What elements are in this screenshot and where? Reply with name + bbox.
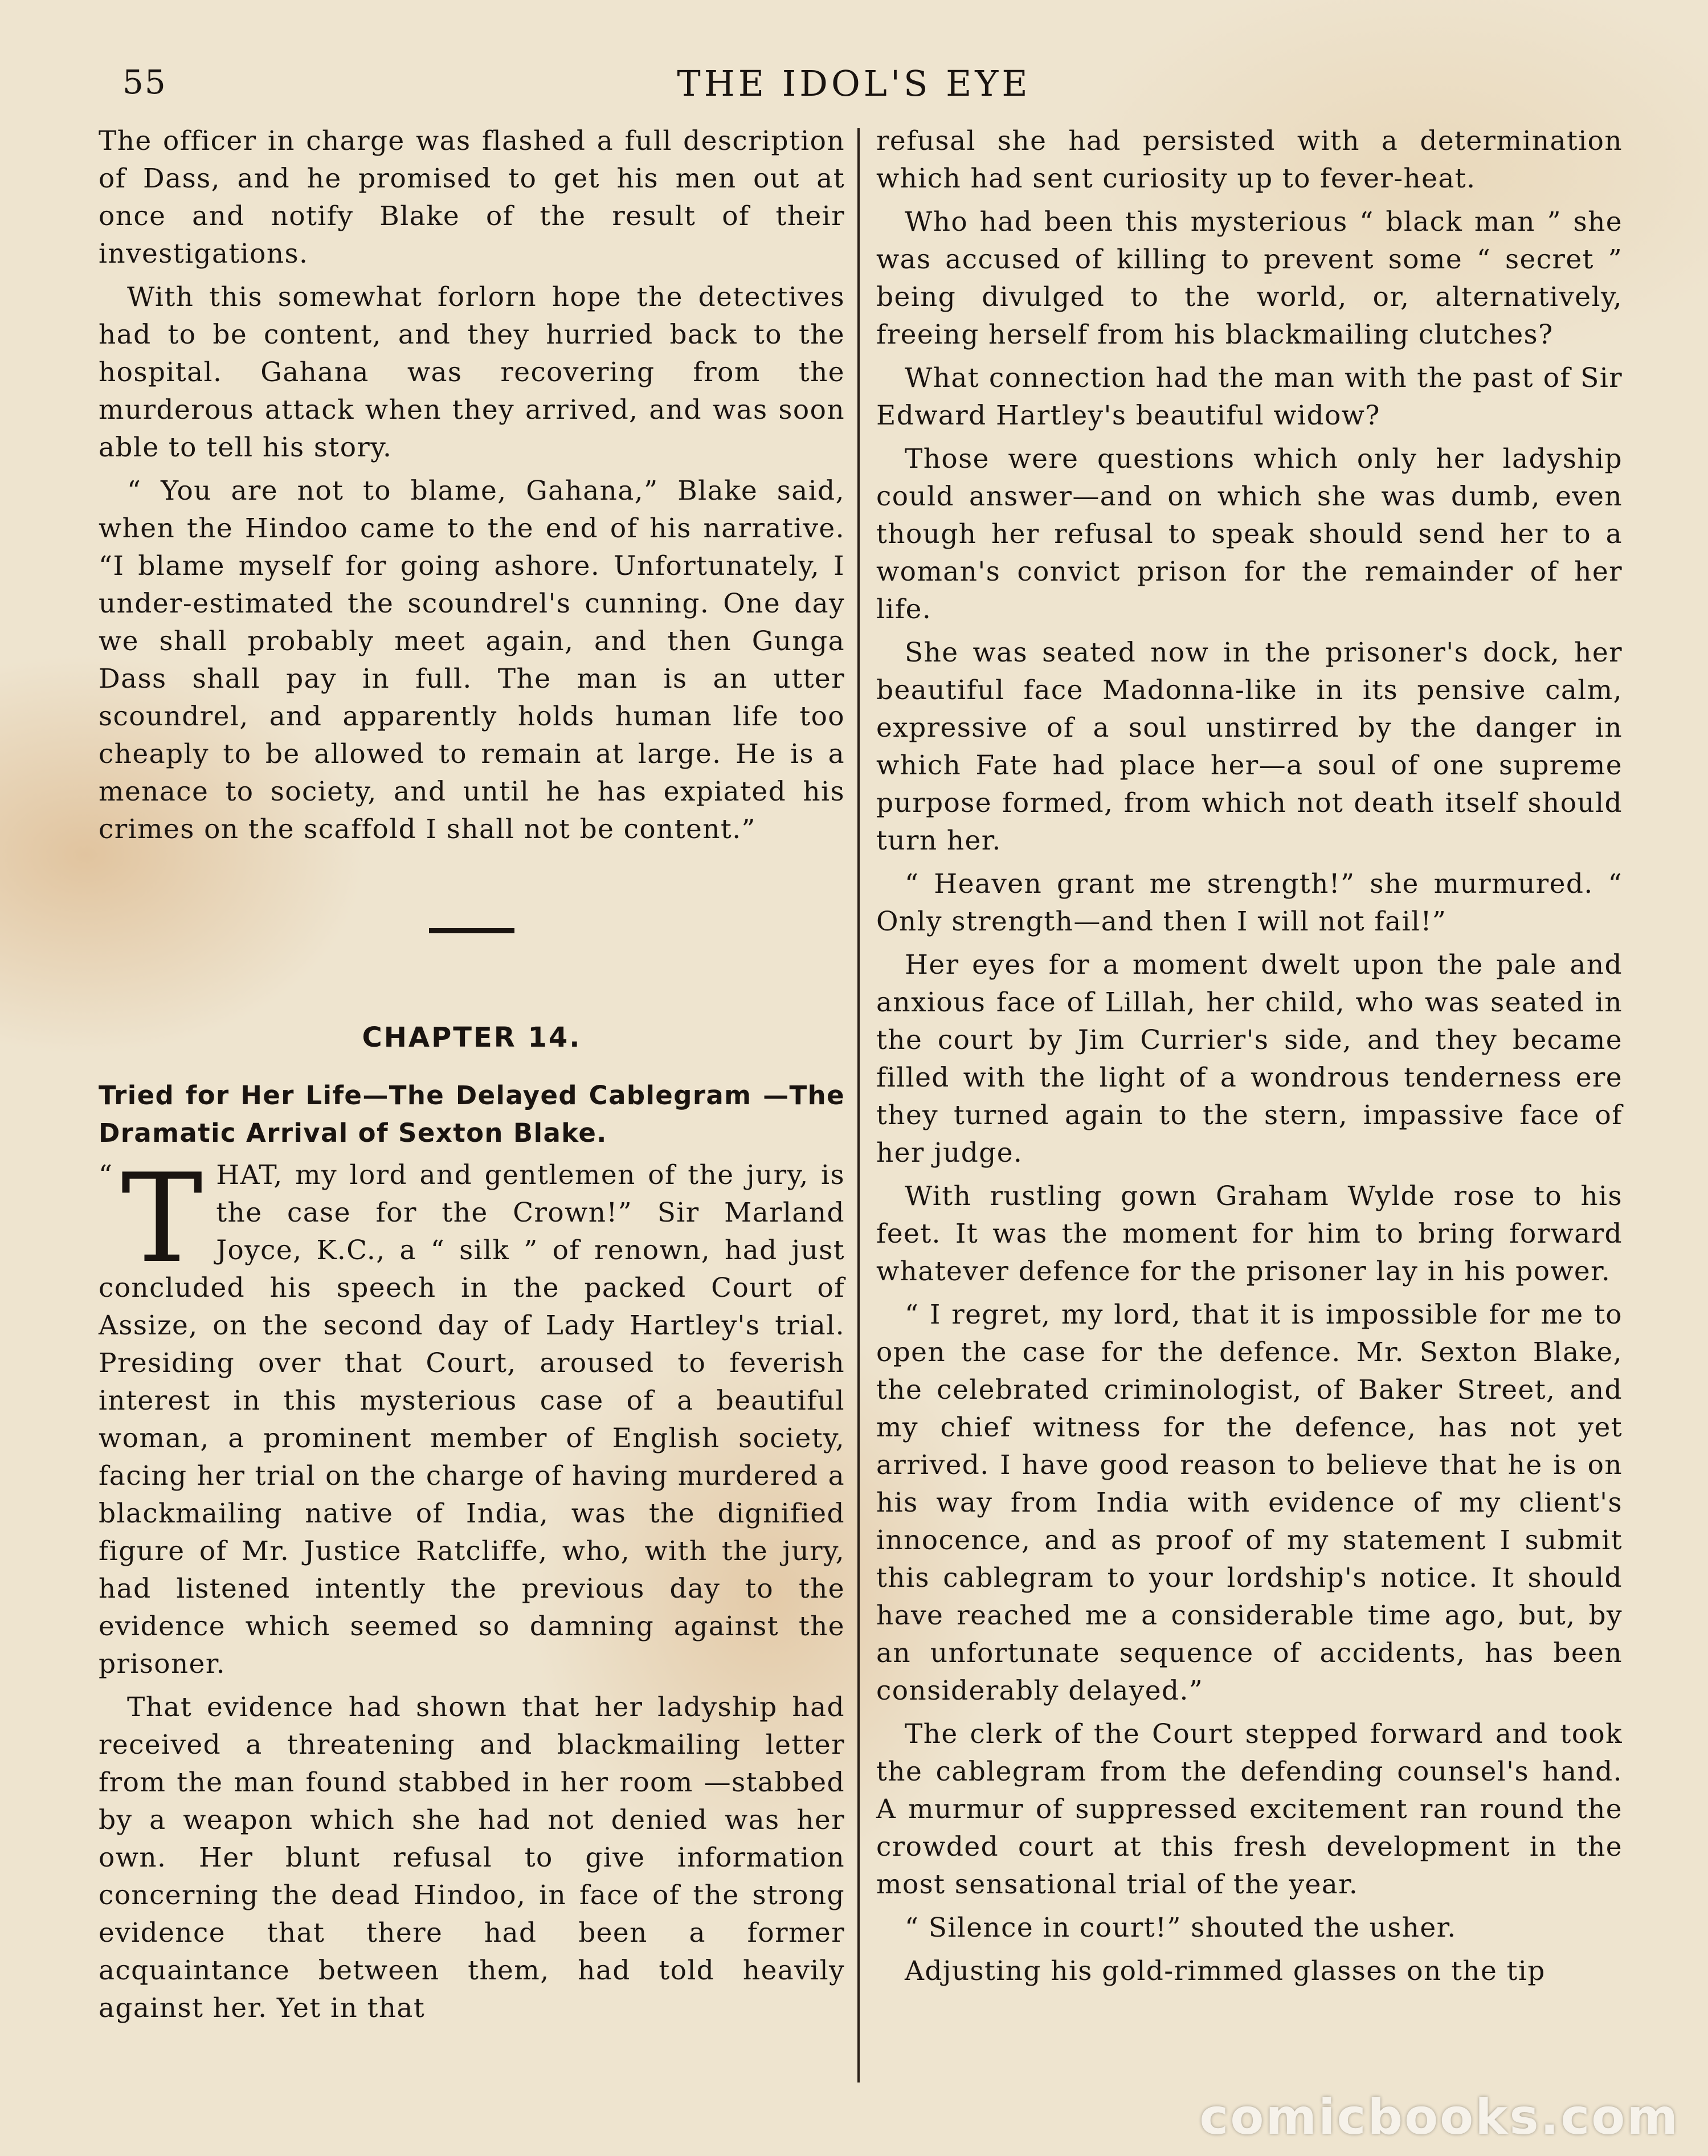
paragraph: “ Silence in court!” shouted the usher. [905, 1912, 1457, 1943]
paragraph: The clerk of the Court stepped forward and took the cablegram from the defending counsel's hand. A murmur of suppressed excitement ran round the crowded court at this fresh development in the most sensational trial of the year. [876, 1718, 1623, 1900]
page-number: 55 [122, 63, 167, 101]
paragraph: With rustling gown Graham Wylde rose to his feet. It was the moment for him to bring forward whatever defence for the prisoner lay in his power. [876, 1181, 1623, 1287]
paragraph: Those were questions which only her ladyship could answer—and on which she was dumb, even though her refusal to speak should send her to a woman's convict prison for the remainder of her life. [876, 443, 1623, 625]
page-header [0, 63, 1708, 114]
column-divider [857, 128, 860, 2082]
running-title: THE IDOL'S EYE [677, 63, 1031, 104]
paragraph: “ I regret, my lord, that it is impossible for me to open the case for the defence. Mr. Sexton Blake, the celebrated criminologist, of Baker Street, and my chief witness for the defence, has not yet arrived. I have good reason to believe that he is on his way from India with evidence of my client's innocence, and as proof of my statement I submit this cablegram to your lordship's notice. It should have reached me a considerable time ago, but, by an unfortunate sequence of accidents, has been considerably delayed.” [876, 1299, 1623, 1706]
paragraph: That evidence had shown that her ladyship had received a threatening and blackmailing letter from the man found stabbed in her room —stabbed by a weapon which she had not denied was her own. Her blunt refusal to give information concerning the dead Hindoo, in face of the strong evidence that there had been a former acquaintance between them, had told heavily against her. Yet in that [99, 1692, 845, 2024]
paragraph: The officer in charge was flashed a full description of Dass, and he promised to get his men out at once and notify Blake of the result of their investigations. [99, 125, 845, 270]
dropcap-quote: “ [99, 1159, 113, 1191]
paragraph: Who had been this mysterious “ black man ” she was accused of killing to prevent some “ secret ” being divulged to the world, or, alternatively, freeing herself from his blackmailing clutches? [876, 206, 1623, 350]
opening-paragraph [99, 1147, 845, 1683]
paragraph: With this somewhat forlorn hope the detectives had to be content, and they hurried back to the hospital. Gahana was recovering from the murderous attack when they arrived, and was soon able to tell his story. [99, 281, 845, 463]
paragraph: “ Heaven grant me strength!” she murmured. “ Only strength—and then I will not fail!” [876, 868, 1623, 937]
paragraph: What connection had the man with the past of Sir Edward Hartley's beautiful widow? [876, 362, 1623, 431]
section-divider [429, 928, 514, 933]
dropcap-letter: T [121, 1147, 204, 1290]
watermark: comicbooks.com [1199, 2089, 1680, 2146]
chapter-heading: CHAPTER 14. [362, 1022, 582, 1054]
opening-paragraph-text: HAT, my lord and gentlemen of the jury, is the case for the Crown!” Sir Marland Joyce, K.C., a “ silk ” of renown, had just concluded his speech in the packed Court of Assize, on the second day of Lady Hartley's trial. Presiding over that Court, aroused to feverish interest in this mysterious case of a beautiful woman, a prominent member of English society, facing her trial on the charge of having murdered a blackmailing native of India, was the dignified figure of Mr. Justice Ratcliffe, who, with the jury, had listened intently the previous day to the evidence which seemed so damning against the prisoner. [99, 1159, 845, 1680]
paragraph: She was seated now in the prisoner's dock, her beautiful face Madonna-like in its pensive calm, expressive of a soul unstirred by the danger in which Fate had place her—a soul of one supreme purpose formed, from which not death itself should turn her. [876, 637, 1623, 856]
chapter-subtitle: Tried for Her Life—The Delayed Cablegram —The Dramatic Arrival of Sexton Blake. [99, 1080, 845, 1148]
paragraph: Her eyes for a moment dwelt upon the pale and anxious face of Lillah, her child, who was seated in the court by Jim Currier's side, and they became filled with the light of a wondrous tenderness ere they turned again to the stern, impassive face of her judge. [876, 949, 1623, 1169]
left-column [99, 122, 845, 2033]
right-column [876, 122, 1623, 1996]
paragraph: “ You are not to blame, Gahana,” Blake said, when the Hindoo came to the end of his narrative. “I blame myself for going ashore. Unfortunately, I under-estimated the scoundrel's cunning. One day we shall probably meet again, and then Gunga Dass shall pay in full. The man is an utter scoundrel, and apparently holds human life too cheaply to be allowed to remain at large. He is a menace to society, and until he has expiated his crimes on the scaffold I shall not be content.” [99, 475, 845, 845]
paragraph: refusal she had persisted with a determination which had sent curiosity up to fever-heat. [876, 125, 1623, 194]
paragraph: Adjusting his gold-rimmed glasses on the tip [905, 1955, 1546, 1987]
